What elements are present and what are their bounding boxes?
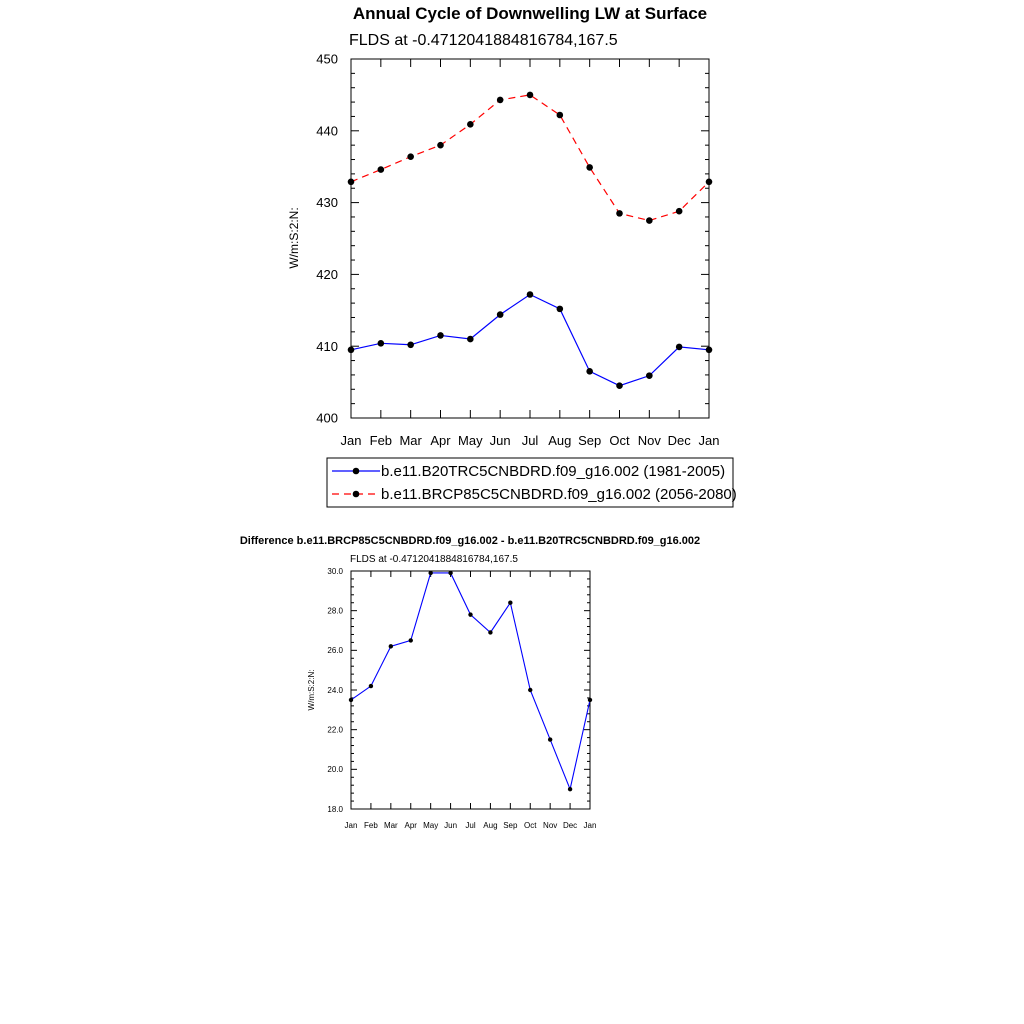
chart0-series-1-point bbox=[646, 217, 653, 224]
chart0-series-0-point bbox=[467, 336, 474, 343]
chart0-series-1-point bbox=[378, 166, 385, 173]
chart1-y-tick-label: 26.0 bbox=[327, 646, 343, 656]
chart0-x-tick-label: Nov bbox=[637, 433, 661, 448]
chart1-series-0-point bbox=[488, 630, 492, 634]
chart1-plot-area bbox=[316, 52, 719, 448]
chart2-title: Difference b.e11.BRCP85C5CNBDRD.f09_g16.002 - b.e11.B20TRC5CNBDRD.f09_g16.002 bbox=[239, 535, 701, 547]
chart0-series-0-point bbox=[437, 332, 444, 339]
chart0-x-tick-label: Mar bbox=[399, 433, 422, 448]
chart1-series-0-point bbox=[548, 737, 552, 741]
chart0-y-tick-label: 440 bbox=[316, 123, 338, 139]
chart1-x-tick-label: Jan bbox=[344, 821, 358, 830]
chart1-y-tick-label: 22.0 bbox=[327, 725, 343, 735]
chart0-x-tick-label: Apr bbox=[430, 433, 451, 448]
chart1-series-0-point bbox=[528, 688, 532, 692]
chart1-series-0-point bbox=[468, 612, 472, 616]
chart0-series-1-point bbox=[407, 153, 414, 160]
chart0-series-1-point bbox=[586, 164, 593, 171]
chart0-y-tick-label: 430 bbox=[316, 195, 338, 211]
chart0-series-0-point bbox=[407, 341, 414, 348]
chart1-x-tick-label: Sep bbox=[503, 821, 518, 830]
chart1-legend-label-1: b.e11.BRCP85C5CNBDRD.f09_g16.002 (2056-2080) bbox=[381, 486, 737, 503]
chart0-series-1-point bbox=[527, 92, 534, 99]
chart0-plot-frame bbox=[351, 59, 709, 418]
chart1-x-tick-label: Apr bbox=[404, 821, 417, 830]
chart0-series-1-line bbox=[351, 95, 709, 221]
chart1-series-0-point bbox=[409, 638, 413, 642]
chart1-series-0-point bbox=[508, 601, 512, 605]
chart0-series-1-point bbox=[676, 208, 683, 215]
chart1-x-tick-label: Nov bbox=[543, 821, 558, 830]
chart1-series-0-point bbox=[349, 698, 353, 702]
chart0-series-0-point bbox=[497, 311, 504, 318]
chart1-series-0-line bbox=[351, 573, 590, 789]
chart0-series-0-point bbox=[586, 368, 593, 375]
chart1-x-tick-label: Feb bbox=[364, 821, 378, 830]
chart0-series-0-point bbox=[527, 291, 534, 298]
chart1-legend bbox=[327, 458, 737, 507]
chart0-x-tick-label: Feb bbox=[369, 433, 393, 448]
chart0-y-tick-label: 450 bbox=[316, 51, 338, 67]
chart1-x-tick-label: Jan bbox=[583, 821, 597, 830]
chart2-ylabel: W/m:S:2:N: bbox=[307, 669, 316, 711]
chart1-ylabel: W/m:S:2:N: bbox=[287, 207, 301, 269]
chart0-series-1-point bbox=[348, 178, 355, 185]
chart1-x-tick-label: May bbox=[423, 821, 439, 830]
chart1-legend-label-0: b.e11.B20TRC5CNBDRD.f09_g16.002 (1981-2005) bbox=[381, 463, 726, 480]
chart0-x-tick-label: Oct bbox=[609, 433, 630, 448]
chart0-y-tick-label: 410 bbox=[316, 338, 338, 354]
chart1-series-0-point bbox=[448, 571, 452, 575]
chart0-series-0-point bbox=[557, 306, 564, 313]
chart0-x-tick-label: May bbox=[458, 433, 483, 448]
chart0-series-1-point bbox=[497, 97, 504, 104]
chart0-series-1-point bbox=[437, 142, 444, 149]
chart0-x-tick-label: Jan bbox=[698, 433, 720, 448]
chart1-series-0-point bbox=[369, 684, 373, 688]
chart0-series-1-point bbox=[467, 121, 474, 128]
chart1-series-0-point bbox=[568, 787, 572, 791]
chart0-x-tick-label: Jul bbox=[521, 433, 539, 448]
chart1-legend-marker-0 bbox=[353, 468, 360, 475]
chart1-y-tick-label: 20.0 bbox=[327, 765, 343, 775]
chart0-series-0-point bbox=[676, 344, 683, 351]
chart0-x-tick-label: Jun bbox=[489, 433, 511, 448]
chart1-x-tick-label: Jun bbox=[444, 821, 458, 830]
chart0-x-tick-label: Aug bbox=[548, 433, 572, 448]
chart1-x-tick-label: Mar bbox=[383, 821, 398, 830]
chart0-y-tick-label: 420 bbox=[316, 266, 338, 282]
chart0-series-0-point bbox=[348, 346, 355, 353]
chart0-x-tick-label: Sep bbox=[578, 433, 602, 448]
chart1-y-tick-label: 24.0 bbox=[327, 685, 343, 695]
chart1-y-tick-label: 18.0 bbox=[327, 804, 343, 814]
chart0-series-0-line bbox=[351, 295, 709, 386]
chart0-series-1-point bbox=[706, 178, 713, 185]
chart1-series-0-point bbox=[389, 644, 393, 648]
chart0-series-1-point bbox=[616, 210, 623, 217]
chart0-series-0-point bbox=[706, 346, 713, 353]
chart1-x-tick-label: Dec bbox=[562, 821, 578, 830]
chart0-series-0-point bbox=[616, 382, 623, 389]
chart0-x-tick-label: Jan bbox=[340, 433, 362, 448]
chart1-y-tick-label: 28.0 bbox=[327, 606, 343, 616]
chart0-y-tick-label: 400 bbox=[316, 410, 338, 426]
chart1-plot-frame bbox=[351, 571, 590, 809]
chart1-x-tick-label: Oct bbox=[524, 821, 537, 830]
chart1-x-tick-label: Jul bbox=[465, 821, 476, 830]
chart1-title: Annual Cycle of Downwelling LW at Surface bbox=[352, 4, 708, 23]
chart1-x-tick-label: Aug bbox=[483, 821, 498, 830]
chart1-series-0-point bbox=[588, 698, 592, 702]
chart2-subtitle: FLDS at -0.4712041884816784,167.5 bbox=[350, 554, 518, 565]
chart2-plot-area bbox=[327, 567, 596, 830]
chart0-x-tick-label: Dec bbox=[667, 433, 691, 448]
chart1-legend-marker-1 bbox=[353, 491, 360, 498]
chart1-subtitle: FLDS at -0.4712041884816784,167.5 bbox=[349, 32, 618, 49]
chart1-y-tick-label: 30.0 bbox=[327, 566, 343, 576]
chart1-series-0-point bbox=[428, 571, 432, 575]
chart0-series-0-point bbox=[646, 372, 653, 379]
chart0-series-0-point bbox=[378, 340, 385, 347]
chart0-series-1-point bbox=[557, 112, 564, 119]
